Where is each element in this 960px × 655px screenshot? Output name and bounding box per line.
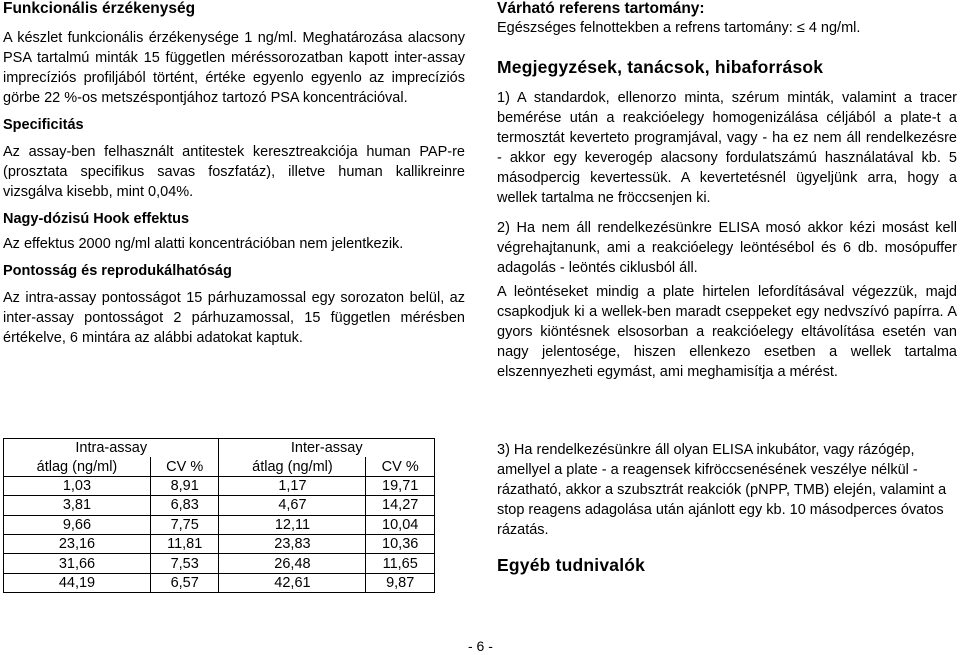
precision-table-container: [3, 438, 443, 593]
specificity-text: Az assay-ben felhasznált antitestek keresztreakciója human PAP-re (prosztata specifikus savas foszfatáz), illetve human kallikreinre vizsgálva kisebb, mint 0,04%.: [3, 144, 465, 200]
reference-range-title: Várható referens tartomány:: [497, 0, 705, 17]
table-cell: 6,83: [150, 496, 219, 515]
table-cell: 42,61: [219, 573, 366, 592]
right-column: [497, 0, 957, 382]
column-header: CV %: [150, 457, 219, 476]
table-cell: 19,71: [366, 476, 435, 495]
column-header: átlag (ng/ml): [219, 457, 366, 476]
specificity-title: Specificitás: [3, 117, 84, 133]
table-cell: 9,87: [366, 573, 435, 592]
table-cell: 1,03: [4, 476, 151, 495]
table-cell: 23,16: [4, 534, 151, 553]
table-cell: 6,57: [150, 573, 219, 592]
other-info-title: Egyéb tudnivalók: [497, 555, 646, 575]
table-cell: 26,48: [219, 554, 366, 573]
precision-table: [3, 438, 435, 593]
table-row: [4, 515, 435, 534]
table-cell: 12,11: [219, 515, 366, 534]
functional-sensitivity-title: Funkcionális érzékenység: [3, 0, 196, 17]
table-cell: 7,75: [150, 515, 219, 534]
note-2a: 2) Ha nem áll rendelkezésünkre ELISA mosó akkor kézi mosást kell végrehajtanunk, ami a reakcióelegy leöntésébol és 6 db. mosópuffer adagolás - leöntés ciklusból áll.: [497, 220, 957, 276]
precision-text: Az intra-assay pontosságot 15 párhuzamossal egy sorozaton belül, az inter-assay pontosságot 2 párhuzamossal, 15 független mérésben értékelve, 6 mintára az alábbi adatokat kaptuk.: [3, 290, 465, 346]
hook-effect-text: Az effektus 2000 ng/ml alatti koncentrációban nem jelentkezik.: [3, 236, 404, 252]
note-2b: A leöntéseket mindig a plate hirtelen lefordításával végezzük, majd csapkodjuk ki a wellek-ben maradt cseppeket egy nedvszívó papírra. A gyors kiöntésnek elsosorban a reakcióelegy eltávolítása esetén van nagy jelentosége, hiszen ellenkezo esetben a wellek tartalma elszennyezheti egymást, ami meghamisítja a mérést.: [497, 284, 957, 380]
column-header: átlag (ng/ml): [4, 457, 151, 476]
table-cell: 10,04: [366, 515, 435, 534]
table-row: [4, 496, 435, 515]
table-cell: 9,66: [4, 515, 151, 534]
table-row: [4, 573, 435, 592]
table-cell: 14,27: [366, 496, 435, 515]
table-cell: 11,65: [366, 554, 435, 573]
table-row: [4, 534, 435, 553]
table-row: [4, 554, 435, 573]
table-row: [4, 476, 435, 495]
table-cell: 7,53: [150, 554, 219, 573]
bottom-right-column: [497, 440, 957, 576]
intra-assay-header: Intra-assay: [4, 439, 219, 458]
table-cell: 44,19: [4, 573, 151, 592]
table-cell: 11,81: [150, 534, 219, 553]
table-cell: 1,17: [219, 476, 366, 495]
note-1: 1) A standardok, ellenorzo minta, szérum minták, valamint a tracer bemérése után a reakcióelegy homogenizálása céljából a plate-t a termosztát keverteto programjával, vagy - ha ez nem áll rendelkezésre - akkor egy keverogép alacsony fordulatszámú használatával kb. 5 másodpercig kevertessük. A kevertetésnél ügyeljünk arra, hogy a wellek tartalma ne fröccsenjen ki.: [497, 90, 957, 206]
precision-title: Pontosság és reprodukálhatóság: [3, 263, 232, 279]
table-cell: 10,36: [366, 534, 435, 553]
hook-effect-title: Nagy-dózisú Hook effektus: [3, 211, 190, 227]
left-column: [3, 0, 465, 348]
functional-sensitivity-text: A készlet funkcionális érzékenysége 1 ng/ml. Meghatározása alacsony PSA tartalmú minták 15 független méréssorozatban kapott inter-assay imprecíziós profiljából történt, értéke egyenlo egyenlo az imprecíziós görbe 22 %-os metszéspontjához tartozó PSA koncentrációval.: [3, 30, 465, 106]
column-header: CV %: [366, 457, 435, 476]
notes-title: Megjegyzések, tanácsok, hibaforrások: [497, 57, 824, 77]
inter-assay-header: Inter-assay: [219, 439, 435, 458]
note-3: 3) Ha rendelkezésünkre áll olyan ELISA inkubátor, vagy rázógép, amellyel a plate - a reagensek kifröccsenésének veszélye nélkül - rázatható, akkor a szubsztrát reakciók (pNPP, TMB) elején, valamint a stop reagens adagolása után ajánlott egy kb. 10 másodperces óvatos rázatás.: [497, 442, 947, 538]
table-cell: 3,81: [4, 496, 151, 515]
table-cell: 8,91: [150, 476, 219, 495]
reference-range-text: Egészséges felnottekben a refrens tartomány: ≤ 4 ng/ml.: [497, 20, 861, 36]
page-number: - 6 -: [468, 638, 493, 654]
table-cell: 31,66: [4, 554, 151, 573]
table-cell: 4,67: [219, 496, 366, 515]
table-cell: 23,83: [219, 534, 366, 553]
